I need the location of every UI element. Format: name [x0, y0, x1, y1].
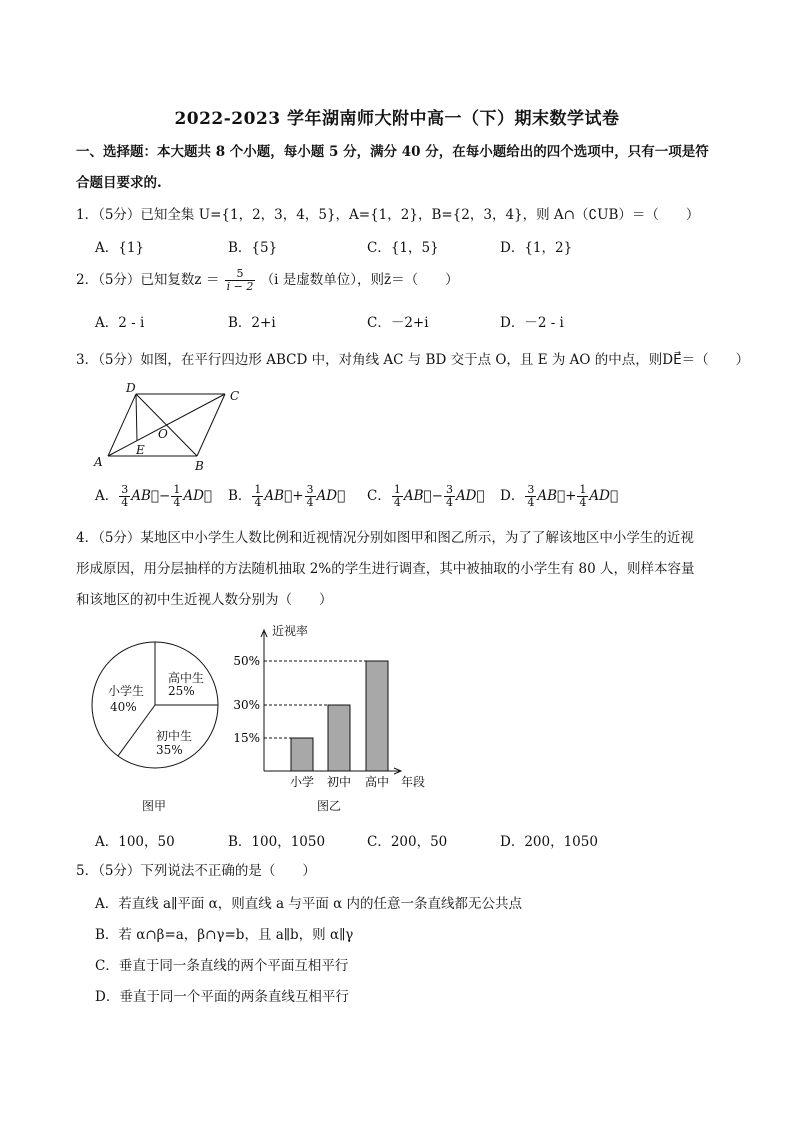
- coefficient-2: [305, 484, 316, 509]
- question-1-option-d: D．{1，2}: [500, 240, 573, 256]
- page-title: 2022-2023 学年湖南师大附中高一（下）期末数学试卷: [174, 109, 620, 129]
- question-2-stem: [76, 268, 756, 293]
- pie-value-senior: 25%: [168, 684, 195, 698]
- question-4-line-2: 形成原因，用分层抽样的方法随机抽取 2%的学生进行调查，其中被抽取的小学生有 80 人，则样本容量: [76, 561, 695, 577]
- question-2-option-c: C．－2+i: [367, 315, 429, 331]
- coefficient-2-denominator: 4: [445, 496, 453, 509]
- question-1-option-a: A．{1}: [95, 240, 145, 256]
- question-2-option-a: A．2 - i: [95, 315, 145, 331]
- vector-1: AB⃗: [537, 488, 566, 504]
- section-heading-line-2: 合题目要求的.: [76, 175, 162, 191]
- question-2-fraction: [225, 268, 256, 293]
- question-5-option-b: B．若 α∩β=a，β∩γ=b，且 a∥b，则 α∥γ: [95, 927, 354, 943]
- vector-1: AB⃗: [131, 488, 160, 504]
- question-2-option-b: B．2+i: [228, 315, 276, 331]
- question-4-line-3: 和该地区的初中生近视人数分别为（ ）: [76, 592, 333, 608]
- question-5-option-d: D．垂直于同一个平面的两条直线互相平行: [95, 989, 349, 1005]
- vector-2: AD⃗: [589, 488, 619, 504]
- option-prefix: D．: [500, 488, 525, 504]
- coefficient-1-numerator: 1: [254, 483, 262, 496]
- question-1-stem: 1．（5分）已知全集 U={1，2，3，4，5}，A={1，2}，B={2，3，4}，则 A∩（∁UB）＝（ ）: [76, 207, 700, 223]
- question-3-option-d: [500, 484, 618, 509]
- label-d: D: [126, 381, 136, 395]
- coefficient-2-denominator: 4: [579, 496, 587, 509]
- pie-label-primary: 小学生: [108, 684, 145, 698]
- question-2-stem-suffix: （i 是虚数单位），则z̄＝（ ）: [260, 272, 459, 288]
- bar-y-axis-label: 近视率: [272, 624, 309, 638]
- edge-da: [108, 394, 136, 456]
- y-tick-label-0: 15%: [233, 731, 260, 745]
- coefficient-1-denominator: 4: [393, 496, 401, 509]
- bar-caption: 图乙: [317, 799, 342, 813]
- question-5-stem: 5．（5分）下列说法不正确的是（ ）: [76, 863, 316, 879]
- question-5-option-a: A．若直线 a∥平面 α，则直线 a 与平面 α 内的任意一条直线都无公共点: [95, 896, 523, 912]
- pie-label-senior: 高中生: [168, 671, 205, 685]
- pie-caption: 图甲: [142, 799, 167, 813]
- label-e: E: [136, 443, 145, 457]
- question-4-option-b: B．100，1050: [228, 834, 326, 850]
- question-3-option-a: [95, 484, 212, 509]
- coefficient-2-numerator: 3: [306, 483, 314, 496]
- segment-de: [136, 394, 137, 441]
- question-2-fraction-denominator: i − 2: [226, 280, 254, 293]
- operator: −: [431, 488, 443, 504]
- parallelogram-figure: [88, 380, 248, 472]
- label-a: A: [94, 455, 103, 469]
- vector-1: AB⃗: [264, 488, 293, 504]
- question-4-option-c: C．200，50: [367, 834, 448, 850]
- x-tick-label-1: 初中: [326, 775, 352, 789]
- question-4-option-d: D．200，1050: [500, 834, 598, 850]
- option-prefix: B．: [228, 488, 252, 504]
- bar-plot-area: [233, 630, 401, 789]
- coefficient-2: [577, 484, 588, 509]
- question-3-stem: 3．（5分）如图，在平行四边形 ABCD 中，对角线 AC 与 BD 交于点 O，且 E 为 AO 的中点，则DE⃗＝（ ）: [76, 352, 750, 368]
- edge-bc: [197, 394, 225, 456]
- option-prefix: C．: [367, 488, 391, 504]
- vector-2: AD⃗: [455, 488, 485, 504]
- vector-1: AB⃗: [403, 488, 432, 504]
- bar-2: [366, 661, 388, 771]
- x-tick-label-0: 小学: [289, 775, 315, 789]
- coefficient-2: [171, 484, 182, 509]
- option-prefix: A．: [95, 488, 119, 504]
- coefficient-2-numerator: 1: [173, 483, 181, 496]
- question-1-option-c: C．{1，5}: [367, 240, 439, 256]
- coefficient-1: [119, 484, 130, 509]
- question-4-line-1: 4．（5分）某地区中小学生人数比例和近视情况分别如图甲和图乙所示，为了了解该地区中小学生的近视: [76, 530, 694, 546]
- question-3-option-c: [367, 484, 485, 509]
- bar-chart: [228, 620, 438, 822]
- coefficient-2: [444, 484, 455, 509]
- bar-x-axis-label: 年段: [401, 775, 426, 789]
- question-2-fraction-numerator: 5: [225, 268, 256, 281]
- coefficient-2-denominator: 4: [173, 496, 181, 509]
- operator: −: [159, 488, 171, 504]
- diagonal-bd: [136, 394, 197, 456]
- coefficient-1-denominator: 4: [254, 496, 262, 509]
- label-b: B: [195, 459, 204, 472]
- coefficient-2-numerator: 3: [445, 483, 453, 496]
- vector-2: AD⃗: [316, 488, 346, 504]
- coefficient-1-denominator: 4: [527, 496, 535, 509]
- question-3-option-b: [228, 484, 345, 509]
- coefficient-1-numerator: 3: [121, 483, 129, 496]
- coefficient-1: [392, 484, 403, 509]
- operator: +: [565, 488, 577, 504]
- operator: +: [292, 488, 304, 504]
- pie-value-junior: 35%: [156, 743, 183, 757]
- coefficient-1-numerator: 1: [393, 483, 401, 496]
- coefficient-2-numerator: 1: [579, 483, 587, 496]
- vector-2: AD⃗: [183, 488, 213, 504]
- coefficient-1: [252, 484, 263, 509]
- section-heading-line-1: 一、选择题：本大题共 8 个小题，每小题 5 分，满分 40 分，在每小题给出的四个选项中，只有一项是符: [76, 144, 709, 160]
- question-5-option-c: C．垂直于同一条直线的两个平面互相平行: [95, 958, 349, 974]
- pie-label-junior: 初中生: [156, 729, 193, 743]
- y-tick-label-2: 50%: [233, 654, 260, 668]
- bar-1: [328, 705, 350, 771]
- question-2-option-d: D．－2 - i: [500, 315, 564, 331]
- x-tick-label-2: 高中: [364, 775, 390, 789]
- question-4-option-a: A．100，50: [95, 834, 175, 850]
- coefficient-1-numerator: 3: [527, 483, 535, 496]
- pie-chart: [88, 640, 238, 822]
- bar-0: [291, 738, 313, 771]
- y-tick-label-1: 30%: [233, 698, 260, 712]
- label-c: C: [230, 389, 240, 403]
- coefficient-1: [525, 484, 536, 509]
- coefficient-1-denominator: 4: [121, 496, 129, 509]
- question-1-option-b: B．{5}: [228, 240, 278, 256]
- coefficient-2-denominator: 4: [306, 496, 314, 509]
- pie-value-primary: 40%: [110, 700, 137, 714]
- label-o: O: [158, 427, 168, 441]
- question-2-stem-prefix: 2．（5分）已知复数z ＝: [76, 272, 220, 288]
- section-heading: [76, 137, 756, 199]
